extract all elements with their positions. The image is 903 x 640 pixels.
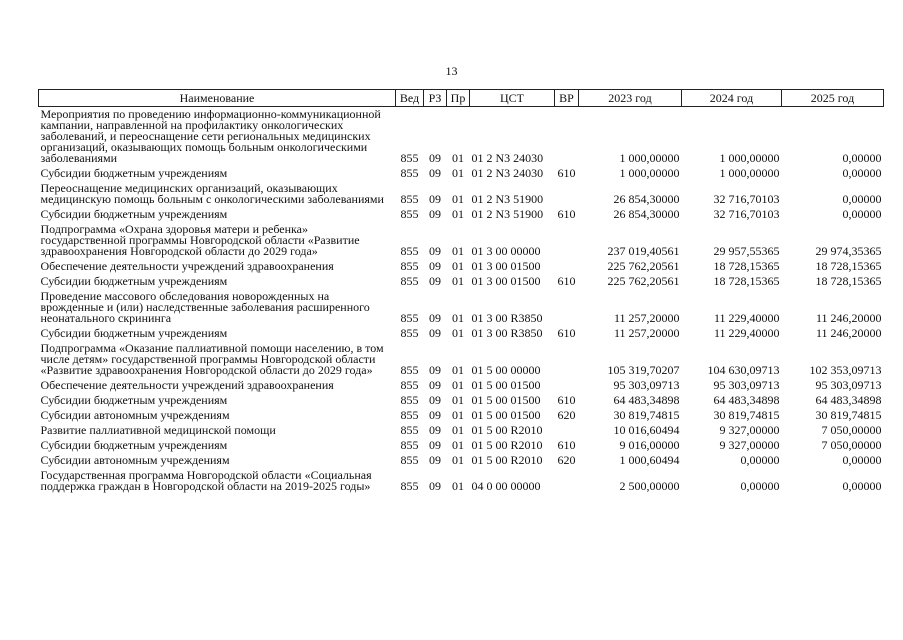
- row-pr: 01: [452, 453, 464, 467]
- row-2023: 2 500,00000: [619, 479, 680, 493]
- row-2023: 26 854,30000: [613, 207, 680, 221]
- row-2024: 1 000,00000: [719, 151, 780, 165]
- row-vr: 610: [557, 207, 576, 221]
- row-ved: 855: [400, 393, 419, 407]
- row-ved: 855: [400, 244, 419, 258]
- row-ved: 855: [400, 479, 419, 493]
- row-2023: 11 257,20000: [613, 326, 680, 340]
- table-header-row: [39, 90, 884, 107]
- row-2023: 225 762,20561: [607, 259, 680, 273]
- budget-table: [38, 89, 884, 494]
- table-row: [39, 107, 884, 167]
- table-row: [39, 207, 884, 222]
- row-cst: 01 5 00 R2010: [471, 438, 543, 452]
- row-2023: 11 257,20000: [613, 311, 680, 325]
- row-ved: 855: [400, 408, 419, 422]
- table-row: [39, 468, 884, 494]
- row-2024: 0,00000: [740, 479, 780, 493]
- row-cst: 01 2 N3 24030: [471, 151, 544, 165]
- row-pr: 01: [452, 423, 464, 437]
- row-vr: [555, 222, 579, 259]
- row-vr: [555, 289, 579, 326]
- table-row: [39, 222, 884, 259]
- row-pr: 01: [452, 479, 464, 493]
- row-cst: 01 5 00 01500: [471, 378, 541, 392]
- row-ved: 855: [400, 438, 419, 452]
- row-name: Развитие паллиативной медицинской помощи: [40, 423, 276, 437]
- row-cst: 01 3 00 R3850: [471, 326, 543, 340]
- row-2023: 1 000,60494: [619, 453, 680, 467]
- row-cst: 01 3 00 R3850: [471, 311, 543, 325]
- row-pr: 01: [452, 378, 464, 392]
- row-2023: 26 854,30000: [613, 192, 680, 206]
- row-pr: 01: [452, 438, 464, 452]
- header-rz: РЗ: [424, 90, 447, 107]
- row-2025: 0,00000: [842, 166, 882, 180]
- row-2024: 32 716,70103: [713, 192, 780, 206]
- row-cst: 01 3 00 01500: [471, 259, 541, 273]
- row-2025: 29 974,35365: [815, 244, 882, 258]
- row-rz: 09: [429, 393, 441, 407]
- row-ved: 855: [400, 192, 419, 206]
- row-ved: 855: [400, 259, 419, 273]
- row-vr: [555, 468, 579, 494]
- table-row: [39, 341, 884, 378]
- row-2025: 0,00000: [842, 453, 882, 467]
- row-ved: 855: [400, 166, 419, 180]
- row-cst: 01 2 N3 24030: [471, 166, 544, 180]
- table-row: [39, 453, 884, 468]
- row-rz: 09: [429, 453, 441, 467]
- row-ved: 855: [400, 326, 419, 340]
- row-ved: 855: [400, 274, 419, 288]
- row-2024: 1 000,00000: [719, 166, 780, 180]
- row-ved: 855: [400, 207, 419, 221]
- row-cst: 01 2 N3 51900: [471, 207, 544, 221]
- row-pr: 01: [452, 151, 464, 165]
- row-cst: 01 3 00 01500: [471, 274, 541, 288]
- table-row: [39, 181, 884, 207]
- table-row: [39, 274, 884, 289]
- header-pr: Пр: [447, 90, 470, 107]
- row-rz: 09: [429, 326, 441, 340]
- row-2023: 105 319,70207: [607, 363, 680, 377]
- row-rz: 09: [429, 378, 441, 392]
- row-pr: 01: [452, 363, 464, 377]
- header-2023: 2023 год: [579, 90, 682, 107]
- row-rz: 09: [429, 408, 441, 422]
- row-ved: 855: [400, 378, 419, 392]
- row-2023: 237 019,40561: [607, 244, 680, 258]
- row-ved: 855: [400, 311, 419, 325]
- row-2024: 9 327,00000: [719, 423, 780, 437]
- row-vr: 620: [557, 408, 576, 422]
- row-2025: 102 353,09713: [809, 363, 882, 377]
- row-name: Субсидии бюджетным учреждениям: [40, 166, 228, 180]
- row-2023: 9 016,00000: [619, 438, 680, 452]
- row-name: Субсидии бюджетным учреждениям: [40, 207, 228, 221]
- row-pr: 01: [452, 311, 464, 325]
- row-vr: [555, 423, 579, 438]
- row-cst: 04 0 00 00000: [471, 479, 541, 493]
- row-2024: 11 229,40000: [713, 326, 780, 340]
- row-2025: 11 246,20000: [815, 311, 882, 325]
- row-pr: 01: [452, 192, 464, 206]
- row-cst: 01 5 00 00000: [471, 363, 541, 377]
- table-row: [39, 289, 884, 326]
- row-pr: 01: [452, 244, 464, 258]
- row-2024: 11 229,40000: [713, 311, 780, 325]
- row-pr: 01: [452, 259, 464, 273]
- row-cst: 01 5 00 R2010: [471, 423, 543, 437]
- row-rz: 09: [429, 259, 441, 273]
- row-2024: 9 327,00000: [719, 438, 780, 452]
- row-2023: 64 483,34898: [613, 393, 680, 407]
- row-2023: 225 762,20561: [607, 274, 680, 288]
- row-2025: 18 728,15365: [815, 274, 882, 288]
- row-2024: 30 819,74815: [713, 408, 780, 422]
- row-pr: 01: [452, 326, 464, 340]
- row-rz: 09: [429, 311, 441, 325]
- row-2024: 18 728,15365: [713, 274, 780, 288]
- row-2025: 7 050,00000: [821, 423, 882, 437]
- row-name: Субсидии автономным учреждениям: [40, 453, 230, 467]
- table-row: [39, 259, 884, 274]
- row-rz: 09: [429, 479, 441, 493]
- row-2024: 18 728,15365: [713, 259, 780, 273]
- row-2025: 30 819,74815: [815, 408, 882, 422]
- row-name: Обеспечение деятельности учреждений здравоохранения: [40, 378, 334, 392]
- row-vr: [555, 181, 579, 207]
- row-rz: 09: [429, 192, 441, 206]
- row-pr: 01: [452, 274, 464, 288]
- row-2023: 1 000,00000: [619, 151, 680, 165]
- page-number: 13: [445, 64, 458, 78]
- row-2025: 11 246,20000: [815, 326, 882, 340]
- header-name: Наименование: [39, 90, 396, 107]
- row-2025: 0,00000: [842, 192, 882, 206]
- row-cst: 01 5 00 R2010: [471, 453, 543, 467]
- table-row: [39, 408, 884, 423]
- row-2024: 0,00000: [740, 453, 780, 467]
- row-2025: 64 483,34898: [815, 393, 882, 407]
- row-cst: 01 2 N3 51900: [471, 192, 544, 206]
- row-cst: 01 3 00 00000: [471, 244, 541, 258]
- table-row: [39, 393, 884, 408]
- row-vr: 620: [557, 453, 576, 467]
- header-cst: ЦСТ: [470, 90, 555, 107]
- row-2024: 95 303,09713: [713, 378, 780, 392]
- row-name: Переоснащение медицинских организаций, оказывающих медицинскую помощь больным с онкологическими заболеваниями: [40, 181, 384, 206]
- row-rz: 09: [429, 244, 441, 258]
- row-rz: 09: [429, 207, 441, 221]
- row-2023: 95 303,09713: [613, 378, 680, 392]
- row-2025: 0,00000: [842, 479, 882, 493]
- row-2025: 18 728,15365: [815, 259, 882, 273]
- row-name: Субсидии бюджетным учреждениям: [40, 393, 228, 407]
- row-cst: 01 5 00 01500: [471, 408, 541, 422]
- table-row: [39, 438, 884, 453]
- row-2025: 0,00000: [842, 207, 882, 221]
- row-name: Субсидии бюджетным учреждениям: [40, 438, 228, 452]
- table-row: [39, 166, 884, 181]
- row-2024: 104 630,09713: [707, 363, 780, 377]
- row-rz: 09: [429, 274, 441, 288]
- table-row: [39, 326, 884, 341]
- row-vr: 610: [557, 393, 576, 407]
- row-vr: [555, 378, 579, 393]
- row-2023: 1 000,00000: [619, 166, 680, 180]
- row-rz: 09: [429, 166, 441, 180]
- row-pr: 01: [452, 408, 464, 422]
- row-vr: [555, 259, 579, 274]
- row-2025: 95 303,09713: [815, 378, 882, 392]
- row-name: Обеспечение деятельности учреждений здравоохранения: [40, 259, 334, 273]
- row-vr: 610: [557, 326, 576, 340]
- row-vr: 610: [557, 274, 576, 288]
- row-name: Подпрограмма «Оказание паллиативной помощи населению, в том числе детям» государственной программы Новгородской области «Развитие здравоохранения Новгородской области до 2029 года»: [40, 341, 384, 377]
- row-2023: 30 819,74815: [613, 408, 680, 422]
- row-ved: 855: [400, 151, 419, 165]
- row-name: Государственная программа Новгородской области «Социальная поддержка граждан в Новгородской области на 2019-2025 годы»: [40, 468, 372, 493]
- row-ved: 855: [400, 363, 419, 377]
- row-name: Проведение массового обследования новорожденных на врожденные и (или) наследственные заболевания расширенного неонатального скрининга: [40, 289, 370, 325]
- row-name: Субсидии бюджетным учреждениям: [40, 274, 228, 288]
- row-vr: [555, 341, 579, 378]
- row-2025: 0,00000: [842, 151, 882, 165]
- row-ved: 855: [400, 453, 419, 467]
- row-2024: 64 483,34898: [713, 393, 780, 407]
- table-row: [39, 378, 884, 393]
- table-row: [39, 423, 884, 438]
- row-name: Мероприятия по проведению информационно-коммуникационной кампании, направленной на профилактику онкологических заболеваний, и переоснащение сети региональных медицинских организаций, оказывающих помощь больным онкологическими заболеваниями: [40, 107, 381, 165]
- row-pr: 01: [452, 393, 464, 407]
- header-2025: 2025 год: [782, 90, 884, 107]
- row-vr: 610: [557, 438, 576, 452]
- row-2025: 7 050,00000: [821, 438, 882, 452]
- header-vr: ВР: [555, 90, 579, 107]
- row-pr: 01: [452, 207, 464, 221]
- row-name: Подпрограмма «Охрана здоровья матери и ребенка» государственной программы Новгородской области «Развитие здравоохранения Новгородской области до 2029 года»: [40, 222, 360, 258]
- header-2024: 2024 год: [682, 90, 782, 107]
- header-ved: Вед: [396, 90, 424, 107]
- row-ved: 855: [400, 423, 419, 437]
- row-2024: 32 716,70103: [713, 207, 780, 221]
- row-rz: 09: [429, 438, 441, 452]
- row-name: Субсидии автономным учреждениям: [40, 408, 230, 422]
- row-pr: 01: [452, 166, 464, 180]
- row-rz: 09: [429, 151, 441, 165]
- row-name: Субсидии бюджетным учреждениям: [40, 326, 228, 340]
- row-2023: 10 016,60494: [613, 423, 680, 437]
- row-vr: [555, 107, 579, 167]
- row-rz: 09: [429, 423, 441, 437]
- row-2024: 29 957,55365: [713, 244, 780, 258]
- row-vr: 610: [557, 166, 576, 180]
- row-cst: 01 5 00 01500: [471, 393, 541, 407]
- row-rz: 09: [429, 363, 441, 377]
